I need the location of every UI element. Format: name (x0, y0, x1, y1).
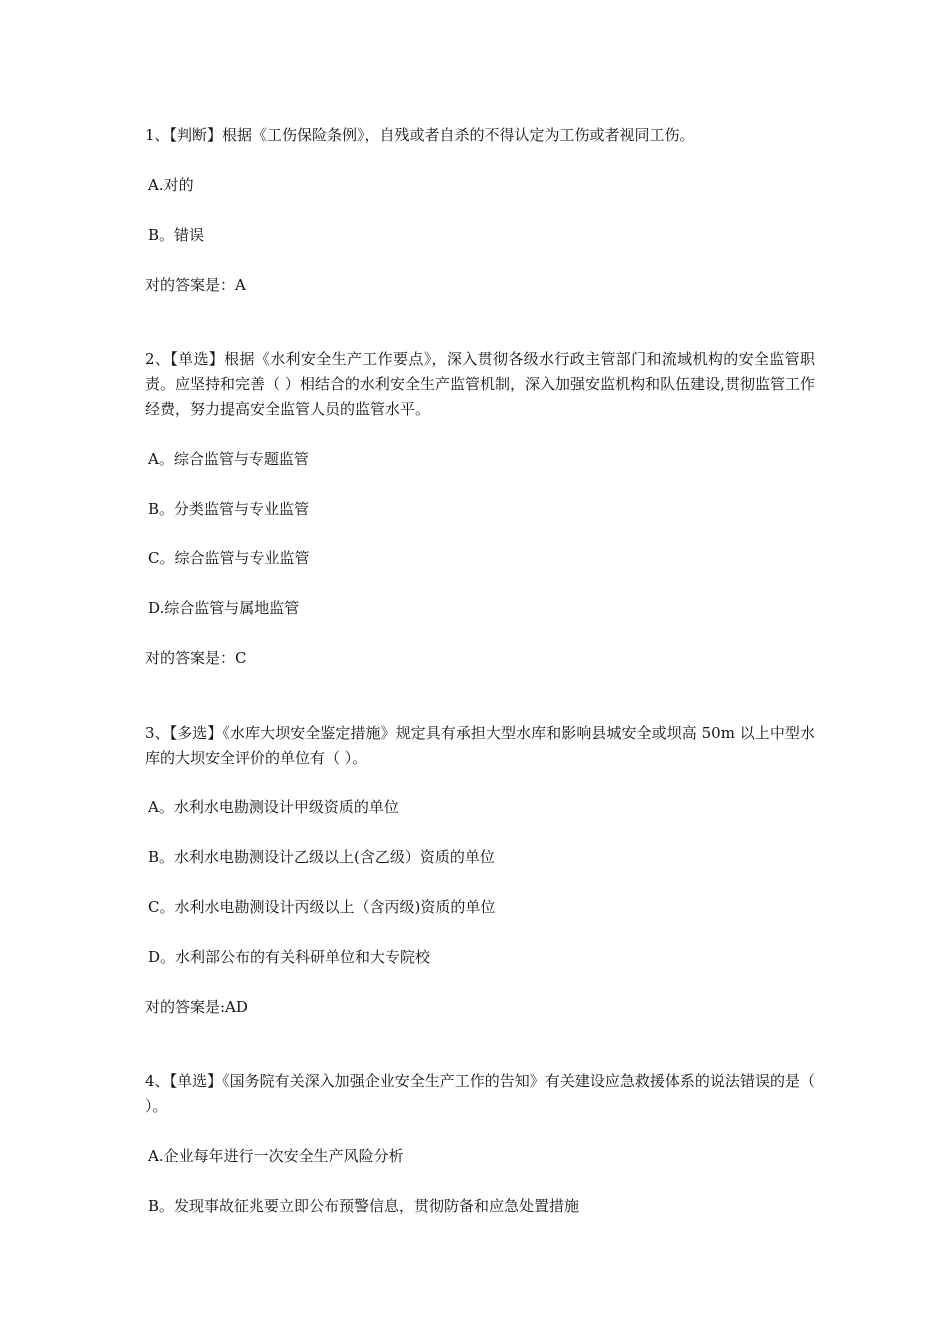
question-3-option-d: D。水利部公布的有关科研单位和大专院校 (148, 948, 431, 966)
question-2-stem: 2、【单选】根据《水利安全生产工作要点》，深入贯彻各级水行政主管部门和流域机构的安全监管职责。应坚持和完善（ ）相结合的水利安全生产监管机制，深入加强安监机构和队伍建设,贯彻监管工作经费，努力提高安全监管人员的监管水平。 (145, 350, 815, 418)
question-2-option-b: B。分类监管与专业监管 (148, 500, 310, 518)
question-2-option-d: D.综合监管与属地监管 (148, 599, 300, 617)
question-1-answer: 对的答案是：A (145, 276, 246, 294)
question-2-option-c: C。综合监管与专业监管 (148, 549, 310, 567)
question-3-option-b: B。水利水电勘测设计乙级以上(含乙级）资质的单位 (148, 848, 495, 866)
question-1-stem: 1、【判断】根据《工伤保险条例》，自残或者自杀的不得认定为工伤或者视同工伤。 (145, 126, 695, 144)
question-2-answer: 对的答案是：C (145, 649, 247, 667)
question-1-option-a: A.对的 (148, 176, 194, 194)
question-3-option-c: C。水利水电勘测设计丙级以上（含丙级)资质的单位 (148, 898, 496, 916)
question-4-option-b: B。发现事故征兆要立即公布预警信息，贯彻防备和应急处置措施 (148, 1197, 580, 1215)
question-2-option-a: A。综合监管与专题监管 (148, 450, 309, 468)
question-4-option-a: A.企业每年进行一次安全生产风险分析 (148, 1147, 404, 1165)
question-3-answer: 对的答案是:AD (145, 998, 248, 1016)
question-4-stem: 4、【单选】《国务院有关深入加强企业安全生产工作的告知》有关建设应急救援体系的说法错误的是（ ）。 (145, 1072, 815, 1115)
question-1-option-b: B。错误 (148, 226, 205, 244)
question-3-stem: 3、【多选】《水库大坝安全鉴定措施》规定具有承担大型水库和影响县城安全或坝高 50m 以上中型水库的大坝安全评价的单位有（ ）。 (145, 724, 815, 767)
question-3-option-a: A。水利水电勘测设计甲级资质的单位 (148, 798, 399, 816)
